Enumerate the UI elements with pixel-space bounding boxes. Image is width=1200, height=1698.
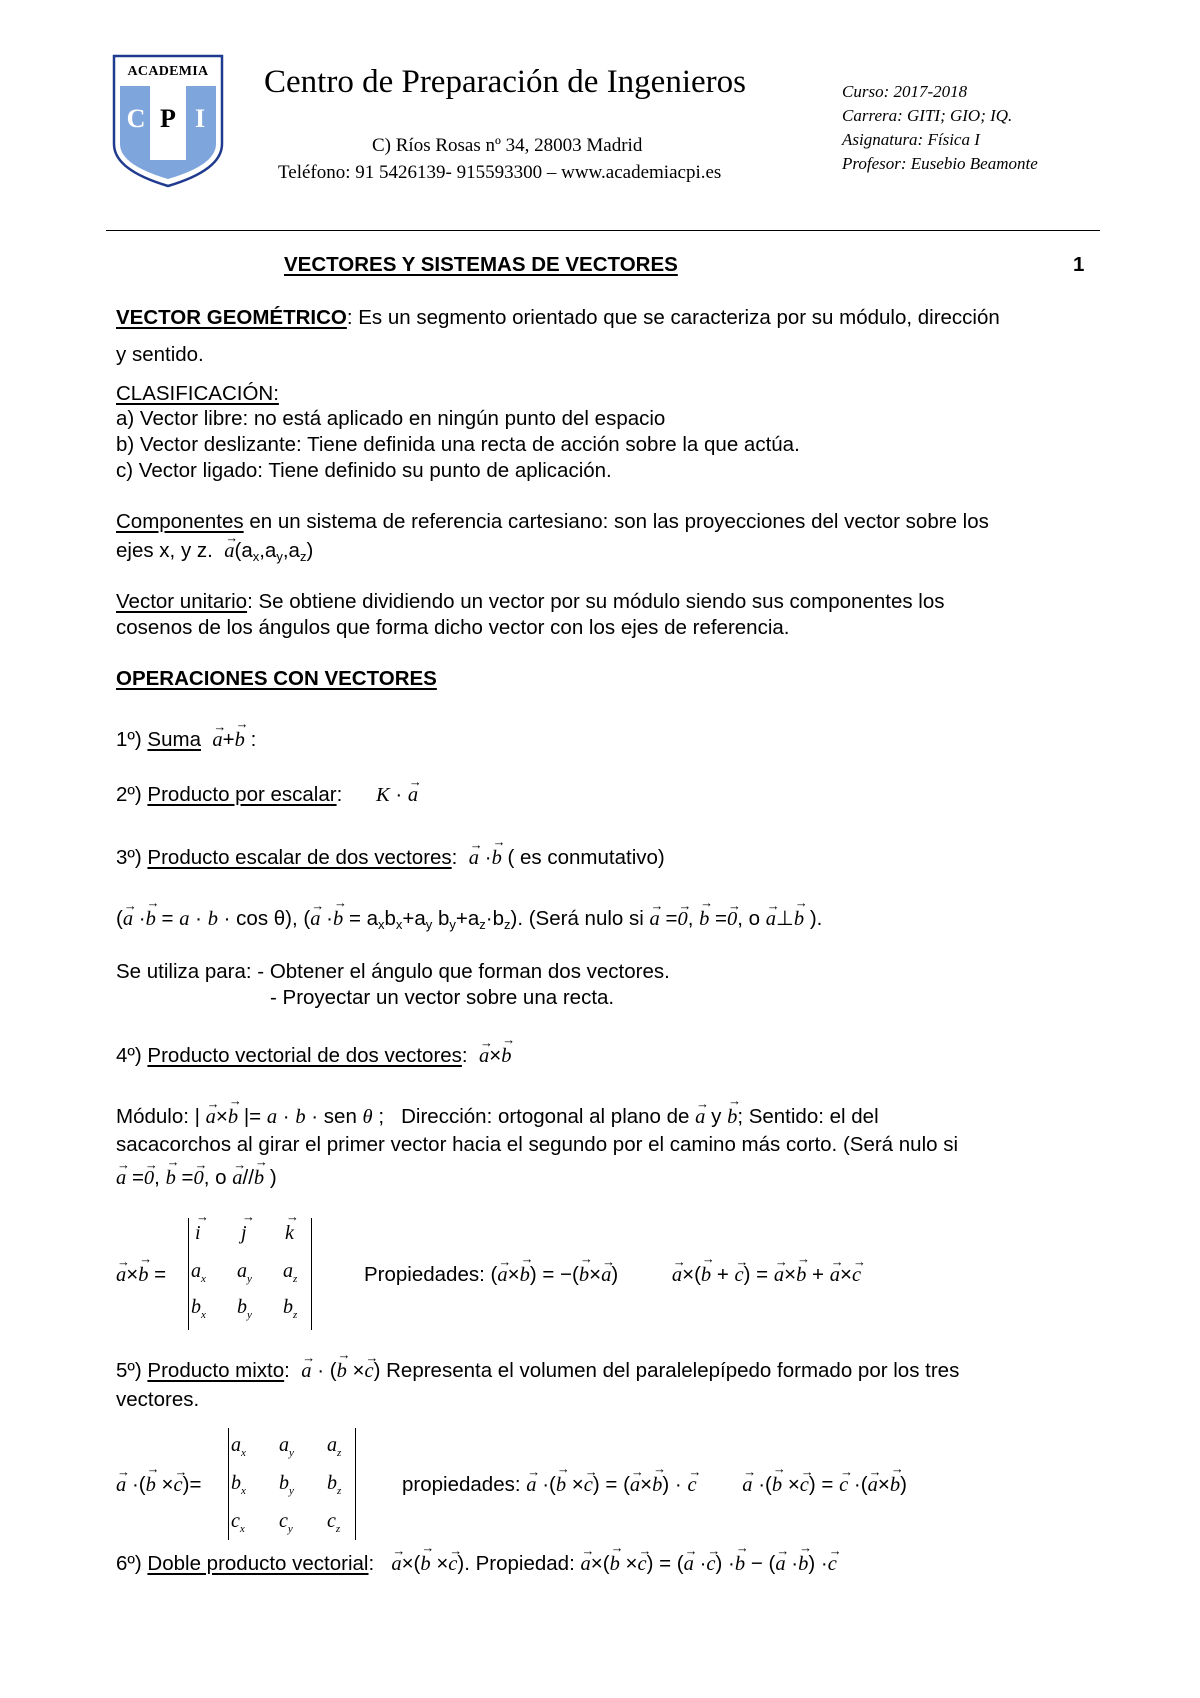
op6-label: Doble producto vectorial <box>147 1552 369 1575</box>
center-title: Centro de Preparación de Ingenieros <box>264 64 746 100</box>
op5-label: Producto mixto <box>147 1359 285 1382</box>
mixed-product-lhs: → a ·(→ b ×→ c)= <box>116 1472 201 1498</box>
center-address: C) Ríos Rosas nº 34, 28003 Madrid <box>372 135 643 156</box>
op2-escalar: 2º) Producto por escalar: K · → a <box>116 782 418 808</box>
unitario-label: Vector unitario <box>116 590 248 613</box>
componentes-line2: ejes x, y z. → $a(a_x,a_y,a_z)$ <box>116 538 313 570</box>
se-utiliza-line1: Se utiliza para: - Obtener el ángulo que forman dos vectores. <box>116 960 670 983</box>
op1-formula: → a+→ b : <box>207 728 257 751</box>
op6-property: → a×(→ b ×→ c) = (→ a ·→ c) ·→ b − (→ a ·→ b) ·→ c <box>581 1552 837 1575</box>
componentes-label: Componentes <box>116 510 244 533</box>
cross-properties: Propiedades: (→ a×→ b) = −(→ b×→ a) → a×(→ b + → c) = → a×→ b + → a×→ c <box>364 1262 861 1288</box>
modulo-line: Módulo: | → a×→ b |= a · b · sen θ ; Dirección: ortogonal al plano de → a y → b; Sentido: el del <box>116 1104 879 1130</box>
logo-letter-i: I <box>194 104 206 133</box>
op6-formula: → a×(→ b ×→ c) <box>380 1552 464 1575</box>
op3-producto-escalar: 3º) Producto escalar de dos vectores: → a ·→ b ( es conmutativo) <box>116 845 665 871</box>
op1-suma: 1º) Suma → a+→ b : <box>116 727 256 753</box>
op3-definition: (→ a ·→ b = a · b · cos θ), (→ $a \cdot\to b = a_xb_x+a_y$ $b_y+a_z\cdot b_z$). (Será nulo si → a =→ 0, → b =→ 0, o → a⊥→ b ). <box>116 906 822 938</box>
componentes-line1: Componentes en un sistema de referencia cartesiano: son las proyecciones del vector sobre los <box>116 510 989 533</box>
course-year: Curso: 2017-2018 <box>842 82 968 101</box>
cross-determinant: → i → j → k $a_x$ $a_y$ $a_z$ $b_x$ $b_y$ $b_z$ <box>188 1218 312 1330</box>
unitario-line1: Vector unitario: Se obtiene dividiendo un vector por su módulo siendo sus componentes los <box>116 590 945 613</box>
academy-logo <box>112 52 224 188</box>
mixed-determinant: $a_x$ $a_y$ $a_z$ $b_x$ $b_y$ $b_z$ $c_x$ $c_y$ $c_z$ <box>228 1428 356 1540</box>
center-contact: Teléfono: 91 5426139- 915593300 – www.academiacpi.es <box>278 162 722 183</box>
header-divider <box>106 230 1100 231</box>
vector-geometrico-line1: VECTOR GEOMÉTRICO: Es un segmento orientado que se caracteriza por su módulo, dirección <box>116 306 1000 329</box>
op2-formula: K · → a <box>376 783 418 806</box>
op5-formula: → a · (→ b ×→ c) <box>296 1359 381 1382</box>
op2-label: Producto por escalar <box>147 783 337 806</box>
cross-product-lhs: → a×→ b = <box>116 1262 166 1288</box>
op4-producto-vectorial: 4º) Producto vectorial de dos vectores: → a×→ b <box>116 1043 512 1069</box>
op6-doble-producto: 6º) Doble producto vectorial: → a×(→ b ×→ c). Propiedad: → a×(→ b ×→ c) = (→ a ·→ c) ·→ b − (→ a ·→ b) ·→ c <box>116 1551 837 1577</box>
sacacorchos-line: sacacorchos al girar el primer vector hacia el segundo por el camino más corto. (Será nulo si <box>116 1133 959 1156</box>
course-degree: Carrera: GITI; GIO; IQ. <box>842 106 1013 125</box>
logo-letter-c: C <box>126 104 146 133</box>
op4-formula: → a×→ b <box>473 1044 511 1067</box>
op1-label: Suma <box>147 728 201 751</box>
modulo-formula: | → a×→ b |= a · b · sen θ ; <box>195 1105 384 1128</box>
vector-geometrico-label: VECTOR GEOMÉTRICO <box>116 306 347 329</box>
clasificacion-item-a: a) Vector libre: no está aplicado en ningún punto del espacio <box>116 407 666 430</box>
operaciones-heading: OPERACIONES CON VECTORES <box>116 667 437 690</box>
page-number: 1 <box>1073 253 1085 276</box>
clasificacion-item-c: c) Vector ligado: Tiene definido su punto de aplicación. <box>116 459 612 482</box>
vector-geometrico-line2: y sentido. <box>116 343 204 366</box>
nulo-condition-line: → a =→ 0, → b =→ 0, o → a//→ b ) <box>116 1165 277 1191</box>
component-formula: → $a(a_x,a_y,a_z)$ <box>219 539 314 562</box>
logo-text: ACADEMIA <box>127 64 209 79</box>
unitario-line2: cosenos de los ángulos que forma dicho vector con los ejes de referencia. <box>116 616 790 639</box>
op4-label: Producto vectorial de dos vectores <box>147 1044 462 1067</box>
se-utiliza-line2: - Proyectar un vector sobre una recta. <box>270 986 615 1009</box>
clasificacion-item-b: b) Vector deslizante: Tiene definida una recta de acción sobre la que actúa. <box>116 433 800 456</box>
op3-formula: → a ·→ b <box>463 846 502 869</box>
course-subject: Asignatura: Física I <box>842 130 980 149</box>
clasificacion-label: CLASIFICACIÓN: <box>116 382 279 405</box>
mixed-properties: propiedades: → a ·(→ b ×→ c) = (→ a×→ b) · → c → a ·(→ b ×→ c) = → c ·(→ a×→ b) <box>402 1472 907 1498</box>
course-teacher: Profesor: Eusebio Beamonte <box>842 154 1038 173</box>
course-info <box>842 80 1038 176</box>
op3-label: Producto escalar de dos vectores <box>147 846 452 869</box>
logo-letter-p: P <box>160 104 176 133</box>
doc-title: VECTORES Y SISTEMAS DE VECTORES <box>284 253 678 276</box>
op5-producto-mixto: 5º) Producto mixto: → a · (→ b ×→ c) Representa el volumen del paralelepípedo formado por los tres <box>116 1358 959 1384</box>
op5-line2: vectores. <box>116 1388 200 1411</box>
